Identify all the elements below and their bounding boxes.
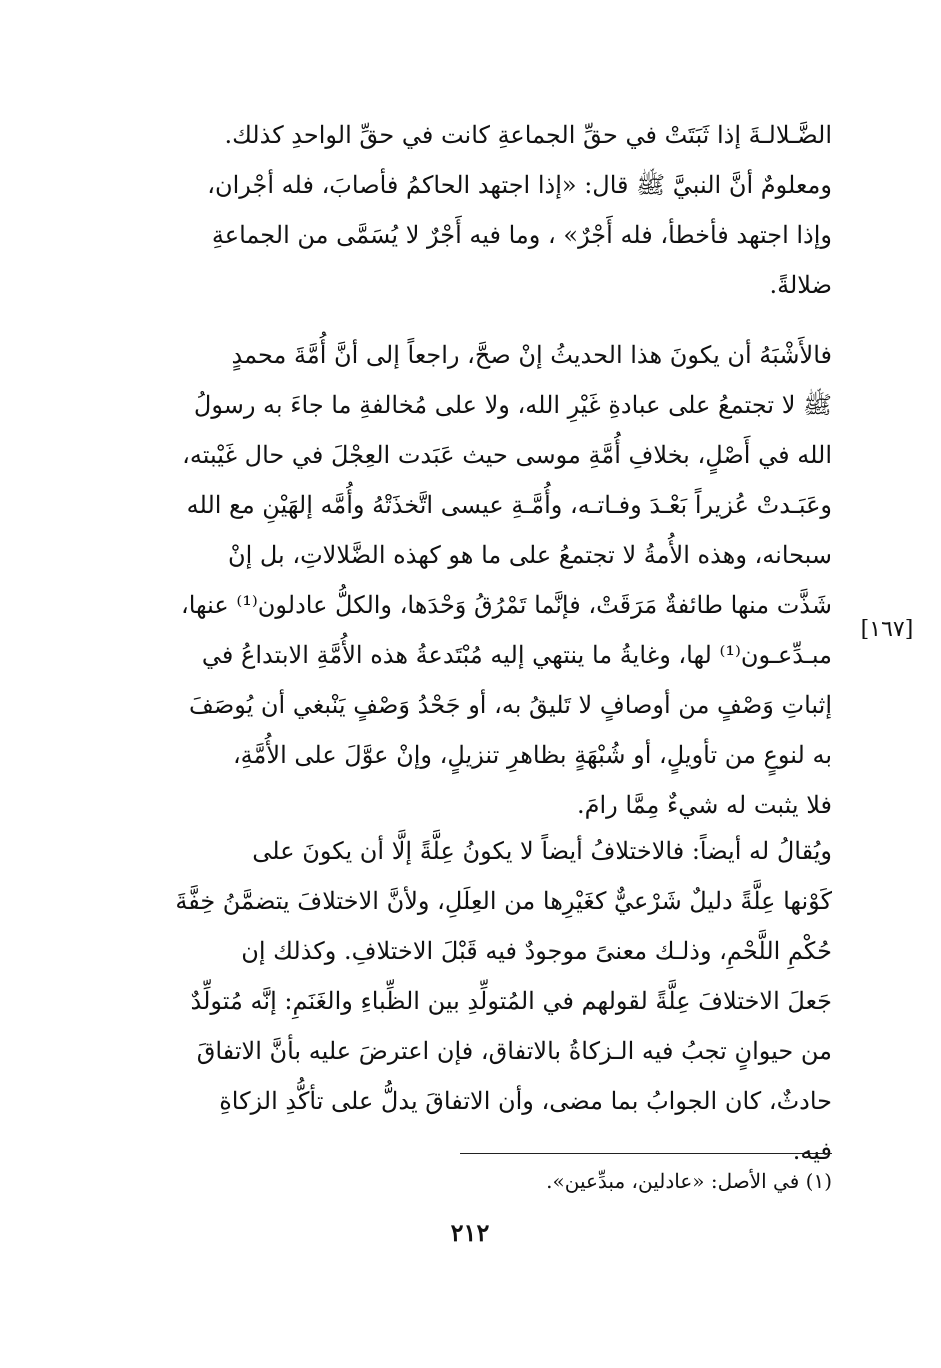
- paragraph-2: [118, 330, 832, 830]
- margin-reference: [١٦٧]: [860, 617, 914, 642]
- footnote-divider: [460, 1153, 832, 1154]
- text-line: مبـدِّعـون⁽¹⁾ لها، وغايةُ ما ينتهي إليه مُبْتَدعةُ هذه الأُمَّةِ الابتداعُ في: [201, 641, 832, 669]
- text-line: ومعلومٌ أنَّ النبيَّ ﷺ قال: «إذا اجتهد الحاكمُ فأصابَ، فله أجْران،: [207, 171, 832, 199]
- footnote: (١) في الأصل: «عادلين، مبدِّعين».: [546, 1169, 832, 1193]
- text-line: وإذا اجتهد فأخطأ، فله أَجْرٌ» ، وما فيه أَجْرٌ لا يُسَمَّى من الجماعةِ: [211, 221, 832, 249]
- text-line: شَذَّت منها طائفةٌ مَرَقَتْ، فإنَّما تَمْرُقُ وَحْدَها، والكلُّ عادلون⁽¹⁾ عنها،: [181, 591, 832, 619]
- text-line: من حيوانٍ تجبُ فيه الـزكاةُ بالاتفاق، فإن اعترضَ عليه بأنَّ الاتفاقَ: [196, 1037, 832, 1065]
- text-line: ﷺ لا تجتمعُ على عبادةِ غَيْرِ الله، ولا على مُخالفةِ ما جاءَ به رسولُ: [193, 391, 832, 419]
- text-line: جَعلَ الاختلافَ عِلَّةً لقولهم في المُتولِّدِ بين الظِّباءِ والغَنَمِ: إنَّه مُتولِّدٌ: [190, 987, 832, 1015]
- text-line: كَوْنها عِلَّةً دليلٌ شَرْعيٌّ كغَيْرِها من العِلَلِ، ولأنَّ الاختلافَ يتضمَّنُ خِفَّةَ: [175, 887, 832, 915]
- text-line: الضَّـلالـةَ إذا ثَبَتَتْ في حقِّ الجماعةِ كانت في حقِّ الواحدِ كذلك.: [224, 121, 832, 149]
- text-line: وعَبَـدتْ عُزيراً بَعْـدَ وفـاتـه، وأُمَّـةِ عيسى اتَّخذَتْهُ وأُمَّه إلهَيْنِ مع الله: [186, 491, 832, 519]
- paragraph-3: [118, 826, 832, 1176]
- text-line: حادثٌ، كان الجوابُ بما مضى، وأن الاتفاقَ يدلُّ على تأكُّدِ الزكاةِ: [219, 1087, 832, 1115]
- text-line: فالأَشْبَهُ أن يكونَ هذا الحديثُ إنْ صحَّ، راجعاً إلى أنَّ أُمَّةَ محمدٍ: [231, 341, 832, 369]
- text-line: به لنوعٍ من تأويلٍ، أو شُبْهَةٍ بظاهرِ تنزيلٍ، وإنْ عوَّلَ على الأُمَّةِ،: [232, 741, 832, 769]
- text-line: فيه.: [792, 1137, 832, 1165]
- text-line: فلا يثبت له شيءٌ مِمَّا رامَ.: [576, 791, 832, 819]
- text-line: ضلالةً.: [769, 271, 832, 299]
- text-line: إثباتِ وَصْفٍ من أوصافٍ لا تَليقُ به، أو جَحْدُ وَصْفٍ يَنْبغي أن يُوصَفَ: [188, 691, 832, 719]
- paragraph-1: [118, 110, 832, 310]
- text-line: حُكْمِ اللَّحْمِ، وذلـك معنىً موجودٌ فيه قَبْلَ الاختلافِ. وكذلك إن: [241, 937, 832, 965]
- text-line: الله في أَصْلٍ، بخلافِ أُمَّةِ موسى حيث عَبَدت العِجْلَ في حال غَيْبته،: [182, 441, 832, 469]
- page-number: ٢١٢: [450, 1218, 490, 1247]
- text-line: ويُقالُ له أيضاً: فالاختلافُ أيضاً لا يكونُ عِلَّةً إلَّا أن يكونَ على: [252, 837, 832, 865]
- text-line: سبحانه، وهذه الأُمةُ لا تجتمعُ على ما هو كهذه الضَّلالاتِ، بل إنْ: [227, 541, 832, 569]
